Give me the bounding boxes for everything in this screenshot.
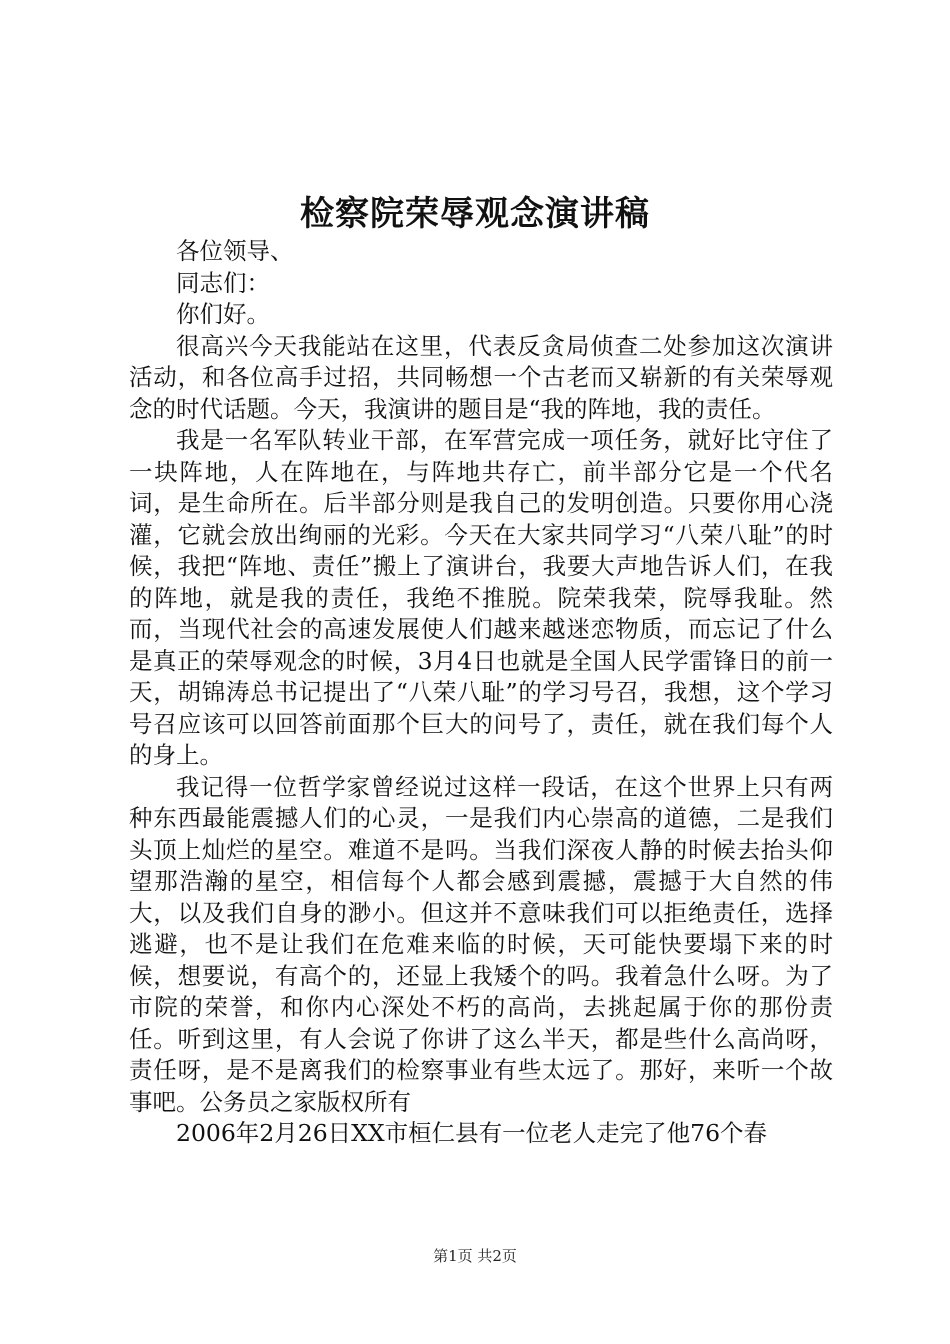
page-indicator: 第1页 共2页: [433, 1247, 517, 1265]
salutation-leaders: 各位领导、: [176, 237, 294, 265]
paragraph: 很高兴今天我能站在这里，代表反贪局侦查二处参加这次演讲活动，和各位高手过招，共同畅想一个古老而又崭新的有关荣辱观念的时代话题。今天，我演讲的题目是“我的阵地，我的责任。: [129, 331, 833, 423]
salutation-comrades: 同志们：: [176, 268, 270, 297]
paragraph: 我记得一位哲学家曾经说过这样一段话，在这个世界上只有两种东西最能震撼人们的心灵，一是我们内心崇高的道德，二是我们头顶上灿烂的星空。难道不是吗。当我们深夜人静的时候去抬头仰望那浩瀚的星空，相信每个人都会感到震撼，震撼于大自然的伟大，以及我们自身的渺小。但这并不意味我们可以拒绝责任，选择逃避，也不是让我们在危难来临的时候，天可能快要塌下来的时候，想要说，有高个的，还显上我矮个的吗。我着急什么呀。为了市院的荣誉，和你内心深处不朽的高尚，去挑起属于你的那份责任。听到这里，有人会说了你讲了这么半天，都是些什么高尚呀，责任呀，是不是离我们的检察事业有些太远了。那好，来听一个故事吧。公务员之家版权所有: [129, 772, 833, 1116]
greeting: 你们好。: [176, 300, 270, 328]
paragraph: 2006年2月26日XX市桓仁县有一位老人走完了他76个春: [176, 1119, 768, 1147]
paragraph: 我是一名军队转业干部，在军营完成一项任务，就好比守住了一块阵地，人在阵地在，与阵地共存亡，前半部分它是一个代名词，是生命所在。后半部分则是我自己的发明创造。只要你用心浇灌，它就会放出绚丽的光彩。今天在大家共同学习“八荣八耻”的时候，我把“阵地、责任”搬上了演讲台，我要大声地告诉人们，在我的阵地，就是我的责任，我绝不推脱。院荣我荣，院辱我耻。然而，当现代社会的高速发展使人们越来越迷恋物质，而忘记了什么是真正的荣辱观念的时候，3月4日也就是全国人民学雷锋日的前一天，胡锦涛总书记提出了“八荣八耻”的学习号召，我想，这个学习号召应该可以回答前面那个巨大的问号了，责任，就在我们每个人的身上。: [129, 426, 833, 769]
document-body: [129, 236, 833, 1150]
document-title: 检察院荣辱观念演讲稿: [300, 194, 650, 234]
